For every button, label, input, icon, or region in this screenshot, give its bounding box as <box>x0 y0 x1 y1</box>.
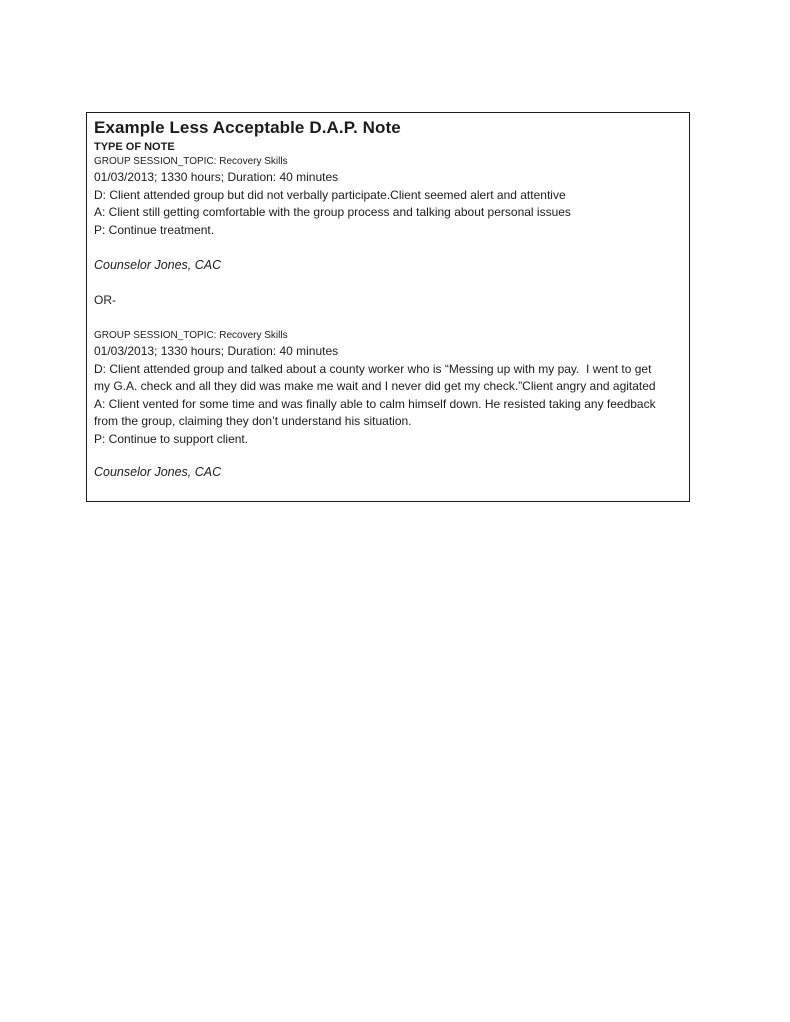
data-line: D: Client attended group and talked about a county worker who is “Messing up with my pay. I went to get my G.A. check and all they did was make me wait and I never did get my check.”Client angry and agitated <box>94 361 656 393</box>
session-datetime-line: 01/03/2013; 1330 hours; Duration: 40 minutes <box>94 344 339 358</box>
note-title: Example Less Acceptable D.A.P. Note <box>94 118 401 137</box>
session-datetime-line: 01/03/2013; 1330 hours; Duration: 40 minutes <box>94 170 339 184</box>
data-line: D: Client attended group but did not verbally participate.Client seemed alert and attentive <box>94 187 566 202</box>
plan-line: P: Continue to support client. <box>94 431 249 446</box>
note-box <box>86 112 690 502</box>
note-type-label: TYPE OF NOTE <box>94 141 175 153</box>
or-separator: OR- <box>94 292 116 307</box>
assessment-line: A: Client still getting comfortable with the group process and talking about personal issues <box>94 205 571 219</box>
counselor-signature: Counselor Jones, CAC <box>94 465 222 479</box>
plan-line: P: Continue treatment. <box>94 222 215 237</box>
session-topic-line: GROUP SESSION_TOPIC: Recovery Skills <box>94 156 288 167</box>
session-topic-line: GROUP SESSION_TOPIC: Recovery Skills <box>94 330 288 341</box>
counselor-signature: Counselor Jones, CAC <box>94 258 222 272</box>
assessment-line: A: Client vented for some time and was finally able to calm himself down. He resisted taking any feedback from the group, claiming they don’t understand his situation. <box>94 396 659 428</box>
